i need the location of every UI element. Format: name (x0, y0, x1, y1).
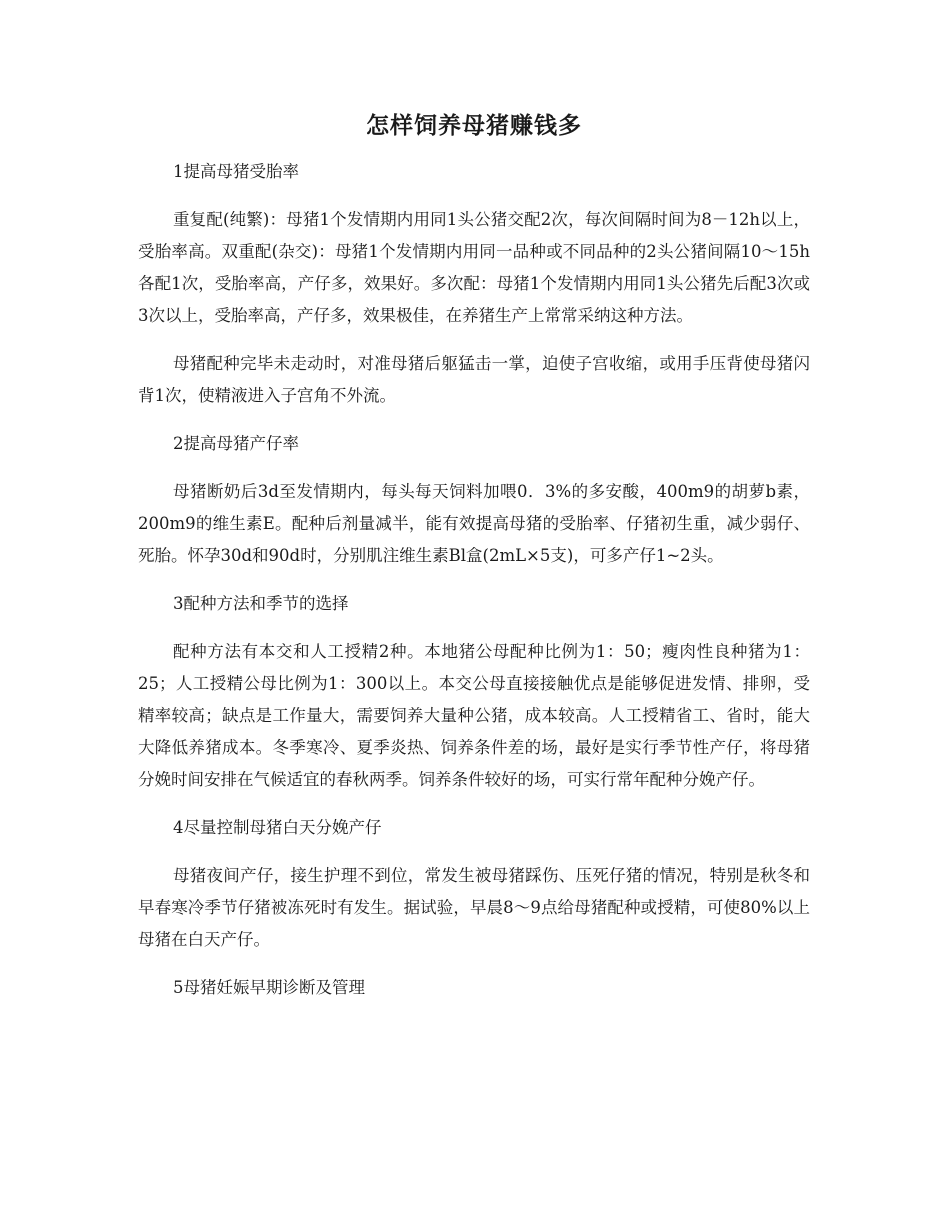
section-heading-3: 3配种方法和季节的选择 (173, 594, 349, 613)
section-heading-5: 5母猪妊娠早期诊断及管理 (173, 978, 365, 997)
section-1-paragraph-2: 母猪配种完毕未走动时，对准母猪后躯猛击一掌，迫使子宫收缩，或用手压背使母猪闪背1次，使精液进入子宫角不外流。 (138, 354, 810, 405)
section-heading-1: 1提高母猪受胎率 (173, 162, 299, 181)
section-heading-4: 4尽量控制母猪白天分娩产仔 (173, 818, 382, 837)
section-3-paragraph-1: 配种方法有本交和人工授精2种。本地猪公母配种比例为1：50；瘦肉性良种猪为1：25；人工授精公母比例为1：300以上。本交公母直接接触优点是能够促进发情、排卵，受精率较高；缺点是工作量大，需要饲养大量种公猪，成本较高。人工授精省工、省时，能大大降低养猪成本。冬季寒冷、夏季炎热、饲养条件差的场，最好是实行季节性产仔，将母猪分娩时间安排在气候适宜的春秋两季。饲养条件较好的场，可实行常年配种分娩产仔。 (138, 642, 810, 789)
section-1-paragraph-1: 重复配(纯繁)：母猪1个发情期内用同1头公猪交配2次，每次间隔时间为8－12h以上，受胎率高。双重配(杂交)：母猪1个发情期内用同一品种或不同品种的2头公猪间隔10～15h各配1次，受胎率高，产仔多，效果好。多次配：母猪1个发情期内用同1头公猪先后配3次或3次以上，受胎率高，产仔多，效果极佳，在养猪生产上常常采纳这种方法。 (138, 210, 810, 325)
section-2-paragraph-1: 母猪断奶后3d至发情期内，每头每天饲料加喂0．3%的多安酸，400m9的胡萝b素，200m9的维生素E。配种后剂量减半，能有效提高母猪的受胎率、仔猪初生重，减少弱仔、死胎。怀孕30d和90d时，分别肌注维生素Bl盒(2mL×5支)，可多产仔1~2头。 (138, 482, 810, 565)
section-4-paragraph-1: 母猪夜间产仔，接生护理不到位，常发生被母猪踩伤、压死仔猪的情况，特别是秋冬和早春寒冷季节仔猪被冻死时有发生。据试验，早晨8～9点给母猪配种或授精，可使80%以上母猪在白天产仔。 (138, 866, 810, 949)
document-page (138, 110, 810, 1020)
document-title: 怎样饲养母猪赚钱多 (366, 113, 582, 139)
section-heading-2: 2提高母猪产仔率 (173, 434, 299, 453)
